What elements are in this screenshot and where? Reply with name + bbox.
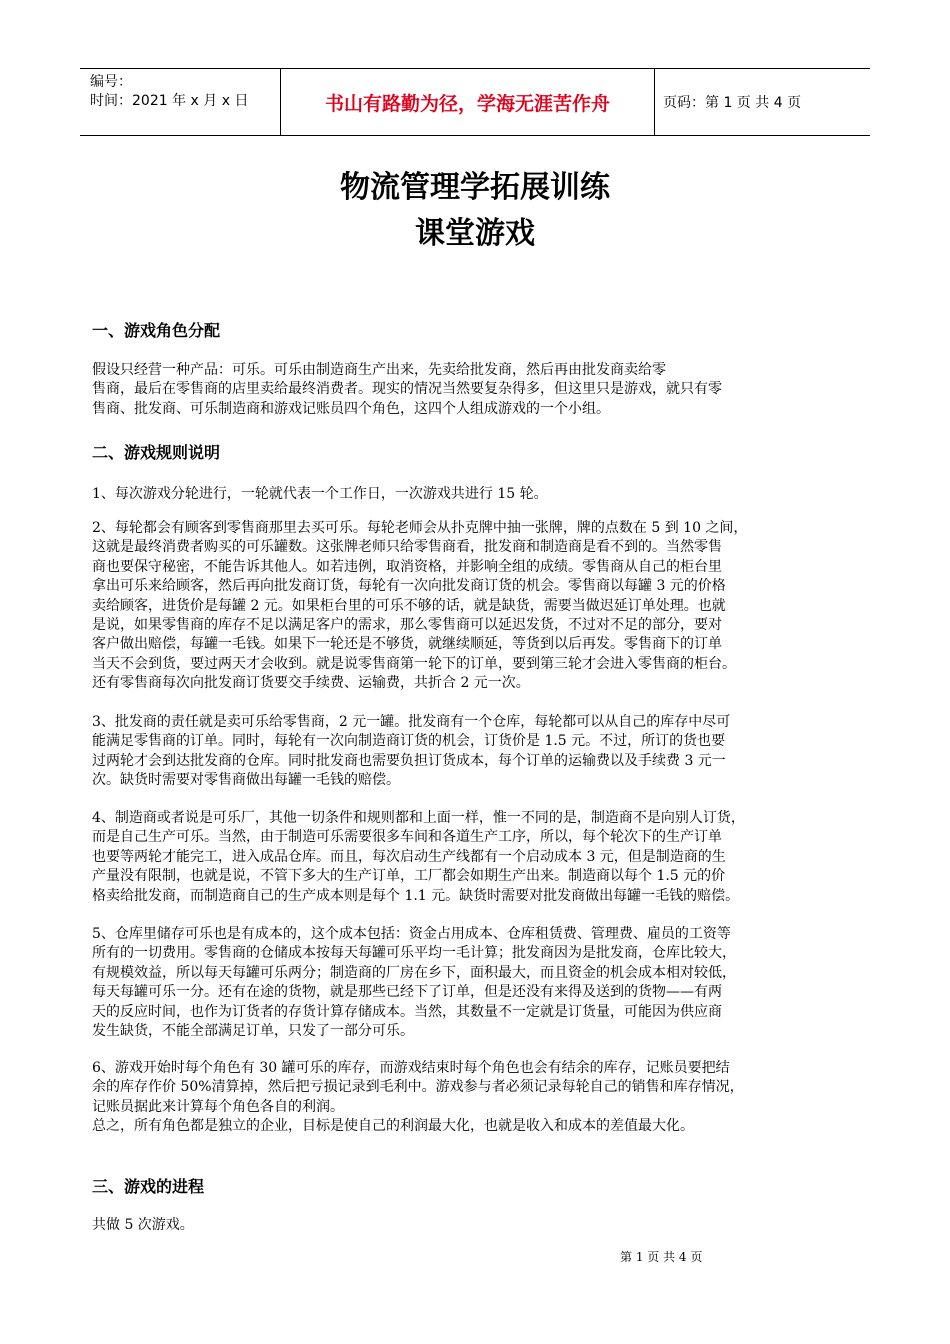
document-title: 物流管理学拓展训练 bbox=[340, 170, 610, 205]
text-line: 过两轮才会到达批发商的仓库。同时批发商也需要负担订货成本，每个订单的运输费以及手续费 3 元一 bbox=[92, 752, 726, 769]
text-line: 次。缺货时需要对零售商做出每罐一毛钱的赔偿。 bbox=[92, 772, 400, 789]
section1-heading: 一、游戏角色分配 bbox=[92, 321, 221, 340]
text-line: 格卖给批发商，而制造商自己的生产成本则是每个 1.1 元。缺货时需要对批发商做出每罐一毛钱的赔偿。 bbox=[92, 887, 740, 904]
rule-5 bbox=[92, 925, 862, 1041]
text-line: 记账员据此来计算每个角色各自的利润。 bbox=[92, 1098, 344, 1115]
section2-heading: 二、游戏规则说明 bbox=[92, 443, 221, 462]
text-line: 售商、批发商、可乐制造商和游戏记账员四个角色，这四个人组成游戏的一个小组。 bbox=[92, 400, 610, 417]
text-line: 所有的一切费用。零售商的仓储成本按每天每罐可乐平均一毛计算；批发商因为是批发商，仓库比较大， bbox=[92, 945, 736, 962]
text-line: 发生缺货，不能全部满足订单，只发了一部分可乐。 bbox=[92, 1023, 414, 1040]
text-line: 当天不会到货，要过两天才会收到。就是说零售商第一轮下的订单，要到第三轮才会进入零售商的柜台。 bbox=[92, 655, 736, 672]
text-line: 4、制造商或者说是可乐厂，其他一切条件和规则都和上面一样，惟一不同的是，制造商不是向别人订货， bbox=[92, 810, 745, 826]
text-line: 商也要保守秘密，不能告诉其他人。如若违例，取消资格，并影响全组的成绩。零售商从自己的柜台里 bbox=[92, 558, 722, 575]
text-line: 每天每罐可乐一分。还有在途的货物，就是那些已经下了订单，但是还没有来得及送到的货物——有两 bbox=[92, 984, 722, 1001]
text-line: 总之，所有角色都是独立的企业，目标是使自己的利润最大化，也就是收入和成本的差值最大化。 bbox=[92, 1118, 694, 1135]
section1-body bbox=[92, 361, 862, 419]
text-line: 有规模效益，所以每天每罐可乐两分；制造商的厂房在乡下，面积最大，而且资金的机会成本相对较低， bbox=[92, 964, 736, 981]
text-line: 6、游戏开始时每个角色有 30 罐可乐的库存，而游戏结束时每个角色也会有结余的库存，记账员要把结 bbox=[92, 1060, 730, 1076]
time-label: 时间：2021 年 x 月 x 日 bbox=[90, 93, 249, 109]
section3-heading: 三、游戏的进程 bbox=[92, 1177, 205, 1196]
text-line: 余的库存作价 50%清算掉，然后把亏损记录到毛利中。游戏参与者必须记录每轮自己的销售和库存情况， bbox=[92, 1079, 744, 1096]
text-line: 卖给顾客，进货价是每罐 2 元。如果柜台里的可乐不够的话，就是缺货，需要当做迟延订单处理。也就 bbox=[92, 597, 726, 614]
page-header bbox=[80, 68, 870, 136]
text-line: 这就是最终消费者购买的可乐罐数。这张牌老师只给零售商看，批发商和制造商是看不到的。当然零售 bbox=[92, 539, 722, 556]
text-line: 还有零售商每次向批发商订货要交手续费、运输费，共折合 2 元一次。 bbox=[92, 675, 530, 692]
rule-6 bbox=[92, 1059, 862, 1137]
rule-3 bbox=[92, 713, 862, 791]
page-footer: 第 1 页 共 4 页 bbox=[620, 1250, 703, 1264]
text-line: 2、每轮都会有顾客到零售商那里去买可乐。每轮老师会从扑克牌中抽一张牌，牌的点数在 5 到 10 之间， bbox=[92, 520, 748, 536]
section3-body bbox=[92, 1216, 862, 1235]
header-motto: 书山有路勤为径，学海无涯苦作舟 bbox=[281, 69, 655, 135]
text-line: 1、每次游戏分轮进行，一轮就代表一个工作日，一次游戏共进行 15 轮。 bbox=[92, 486, 548, 502]
text-line: 是说，如果零售商的库存不足以满足客户的需求，那么零售商可以延迟发货，不过对不足的部分，要对 bbox=[92, 617, 722, 634]
header-page-info: 页码：第 1 页 共 4 页 bbox=[663, 95, 802, 111]
text-line: 售商，最后在零售商的店里卖给最终消费者。现实的情况当然要复杂得多，但这里只是游戏，就只有零 bbox=[92, 381, 722, 398]
text-line: 客户做出赔偿，每罐一毛钱。如果下一轮还是不够货，就继续顺延，等货到以后再发。零售商下的订单 bbox=[92, 636, 722, 653]
header-meta bbox=[80, 69, 281, 135]
rule-2 bbox=[92, 519, 862, 694]
rule-4 bbox=[92, 809, 862, 906]
text-line: 而是自己生产可乐。当然，由于制造可乐需要很多车间和各道生产工序，所以，每个轮次下的生产订单 bbox=[92, 829, 722, 846]
rule-1 bbox=[92, 485, 862, 504]
text-line: 假设只经营一种产品：可乐。可乐由制造商生产出来，先卖给批发商，然后再由批发商卖给零 bbox=[92, 362, 666, 378]
serial-label: 编号： bbox=[90, 74, 132, 90]
text-line: 3、批发商的责任就是卖可乐给零售商，2 元一罐。批发商有一个仓库，每轮都可以从自己的库存中尽可 bbox=[92, 714, 731, 730]
text-line: 5、仓库里储存可乐也是有成本的，这个成本包括：资金占用成本、仓库租赁费、管理费、雇员的工资等 bbox=[92, 926, 731, 942]
text-line: 能满足零售商的订单。同时，每轮有一次向制造商订货的机会，订货价是 1.5 元。不过，所订的货也要 bbox=[92, 733, 726, 750]
text-line: 天的反应时间，也作为订货者的存货计算存储成本。当然，其数量不一定就是订货量，可能因为供应商 bbox=[92, 1003, 722, 1020]
text-line: 共做 5 次游戏。 bbox=[92, 1217, 194, 1233]
text-line: 产量没有限制，也就是说，不管下多大的生产订单，工厂都会如期生产出来。制造商以每个 1.5 元的价 bbox=[92, 868, 726, 885]
text-line: 也要等两轮才能完工，进入成品仓库。而且，每次启动生产线都有一个启动成本 3 元，但是制造商的生 bbox=[92, 848, 726, 865]
document-subtitle: 课堂游戏 bbox=[415, 216, 535, 251]
text-line: 拿出可乐来给顾客，然后再向批发商订货，每轮有一次向批发商订货的机会。零售商以每罐 3 元的价格 bbox=[92, 578, 726, 595]
